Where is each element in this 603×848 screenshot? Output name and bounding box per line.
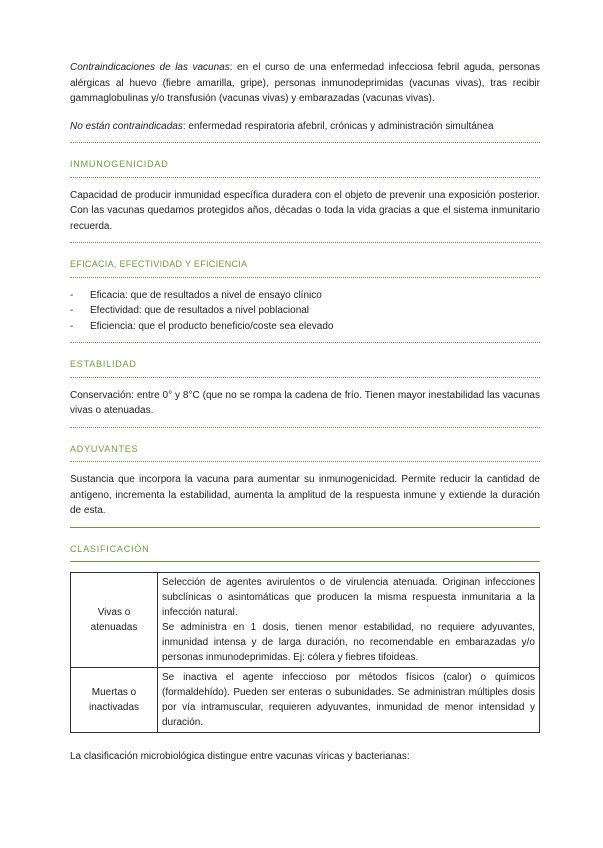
section-divider — [70, 427, 540, 428]
section-divider — [70, 177, 540, 178]
eficacia-list — [70, 288, 540, 335]
table-row — [71, 668, 540, 733]
section-divider — [70, 142, 540, 143]
table-cell-paragraph: Se administra en 1 dosis, tienen menor estabilidad, no requiere adyuvantes, inmunidad intensa y de larga duración, no recomendable en embarazadas y/o personas inmunodeprimidas. Ej: cólera y fiebres tifoideas. — [162, 622, 535, 663]
list-item: - Efectividad: que de resultados a nivel poblacional — [70, 303, 540, 319]
contraindicaciones-text: : en el curso de una enfermedad infecciosa febril aguda, personas alérgicas al huevo (fiebre amarilla, gripe), personas inmunodeprimidas (vacunas vivas), tras recibir gammaglobulinas y/o transfusión (vacunas vivas) y embarazadas (vacunas vivas). — [70, 62, 540, 104]
table-cell-paragraph: Selección de agentes avirulentos o de virulencia atenuada. Originan infecciones subclínicas o asintomáticas que producen la misma respuesta inmunitaria a la infección natural. — [162, 577, 535, 618]
eficacia-heading: EFICACIA, EFECTIVIDAD Y EFICIENCIA — [70, 259, 248, 269]
section-divider — [70, 342, 540, 343]
clasificacion-heading: CLASIFICACIÓN — [70, 543, 150, 554]
section-divider — [70, 527, 540, 528]
table-row-label: Vivas o atenuadas — [71, 573, 158, 668]
adyuvantes-text: Sustancia que incorpora la vacuna para aumentar su inmunogenicidad. Permite reducir la cantidad de antígeno, incrementa la estabilidad, aumenta la amplitud de la respuesta inmune y extiende la duración de esta. — [70, 474, 540, 516]
estabilidad-heading: ESTABILIDAD — [70, 359, 137, 369]
table-row-label: Muertas o inactivadas — [71, 668, 158, 733]
list-item: - Eficiencia: que el producto beneficio/coste sea elevado — [70, 319, 540, 335]
section-divider — [70, 461, 540, 462]
table-row-description — [158, 668, 540, 733]
no-contraindicadas-paragraph — [70, 119, 540, 135]
table-row-description — [158, 573, 540, 668]
contraindicaciones-paragraph — [70, 60, 540, 107]
inmunogenicidad-heading: INMUNOGENICIDAD — [70, 159, 169, 169]
table-row — [71, 573, 540, 668]
section-divider — [70, 242, 540, 243]
section-divider — [70, 561, 540, 562]
no-contraindicadas-text: : enfermedad respiratoria afebril, crónicas y administración simultánea — [182, 120, 494, 132]
list-item: - Eficacia: que de resultados a nivel de ensayo clínico — [70, 288, 540, 304]
adyuvantes-heading: ADYUVANTES — [70, 443, 139, 454]
estabilidad-text: Conservación: entre 0° y 8°C (que no se rompa la cadena de frío. Tienen mayor inestabilidad las vacunas vivas o atenuadas. — [70, 389, 540, 416]
document-page — [70, 60, 540, 765]
section-divider — [70, 377, 540, 378]
no-contraindicadas-label: No están contraindicadas — [70, 120, 183, 132]
microbiologica-text: La clasificación microbiológica distingue entre vacunas víricas y bacterianas: — [70, 751, 410, 762]
clasificacion-table — [70, 572, 540, 733]
section-divider — [70, 277, 540, 278]
table-cell-paragraph: Se inactiva el agente infeccioso por métodos físicos (calor) o químicos (formaldehído). Pueden ser enteras o subunidades. Se administran múltiples dosis por vía intramuscular, requieren adyuvantes, inmunidad de menor intensidad y duración. — [162, 672, 535, 728]
inmunogenicidad-text: Capacidad de producir inmunidad específica duradera con el objeto de prevenir una exposición posterior. Con las vacunas quedamos protegidos años, décadas o toda la vida gracias a que el sistema inmunitario recuerda. — [70, 189, 540, 232]
contraindicaciones-label: Contraindicaciones de las vacunas — [70, 62, 230, 73]
